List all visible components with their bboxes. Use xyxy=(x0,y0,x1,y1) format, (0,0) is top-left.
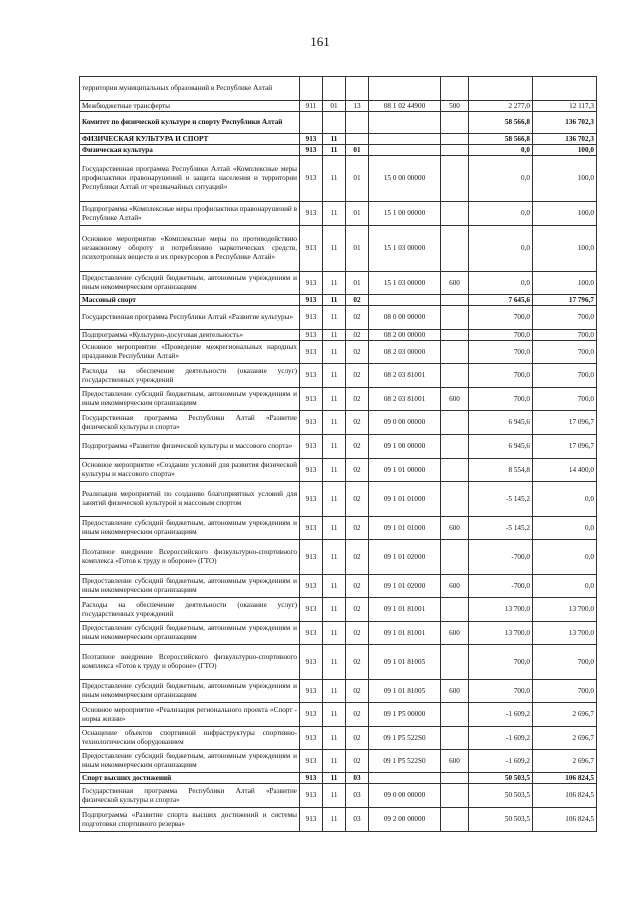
target-article-cell: 09 1 P5 522S0 xyxy=(369,750,441,773)
row-name-cell: Предоставление субсидий бюджетным, автономным учреждениям и иным некоммерческим организациям xyxy=(80,272,300,295)
amount-total-cell: 100,0 xyxy=(533,226,597,272)
section-code-cell: 11 xyxy=(323,808,346,832)
table-row xyxy=(80,575,597,598)
amount-change-cell: 7 645,6 xyxy=(469,295,533,306)
row-name-cell: Государственная программа Республики Алтай «Развитие физической культуры и спорта» xyxy=(80,411,300,435)
amount-change-cell: 700,0 xyxy=(469,388,533,411)
amount-change-cell: 700,0 xyxy=(469,645,533,680)
row-name-cell: Государственная программа Республики Алтай «Комплексные меры профилактики правонарушений и защита населения и территории Республики Алтай от чрезвычайных ситуаций» xyxy=(80,156,300,202)
row-name-cell: Основное мероприятие «Комплексные меры по противодействию незаконному обороту и потреблению наркотических средств, психотропных веществ и их прекурсоров в Республике Алтай» xyxy=(80,226,300,272)
table-row xyxy=(80,330,597,341)
table-row xyxy=(80,202,597,226)
ministry-code-cell: 913 xyxy=(300,411,323,435)
table-row xyxy=(80,517,597,540)
expense-type-cell xyxy=(441,808,469,832)
ministry-code-cell: 913 xyxy=(300,727,323,750)
ministry-code-cell: 913 xyxy=(300,272,323,295)
expense-type-cell: 600 xyxy=(441,622,469,645)
table-row xyxy=(80,645,597,680)
expense-type-cell xyxy=(441,330,469,341)
expense-type-cell xyxy=(441,145,469,156)
target-article-cell: 15 1 03 00000 xyxy=(369,272,441,295)
expense-type-cell xyxy=(441,77,469,101)
target-article-cell: 15 1 00 00000 xyxy=(369,202,441,226)
amount-change-cell: 700,0 xyxy=(469,364,533,388)
amount-change-cell: 2 277,0 xyxy=(469,101,533,112)
table-row xyxy=(80,295,597,306)
table-row xyxy=(80,306,597,330)
ministry-code-cell: 913 xyxy=(300,808,323,832)
table-row xyxy=(80,540,597,575)
ministry-code-cell: 913 xyxy=(300,145,323,156)
row-name-cell: Реализация мероприятий по созданию благоприятных условий для занятий физической культурой и массовым спортом xyxy=(80,482,300,517)
table-row xyxy=(80,808,597,832)
subsection-code-cell: 02 xyxy=(346,540,369,575)
amount-total-cell: 2 696,7 xyxy=(533,727,597,750)
table-row xyxy=(80,341,597,364)
section-code-cell: 11 xyxy=(323,727,346,750)
row-name-cell: Предоставление субсидий бюджетным, автономным учреждениям и иным некоммерческим организациям xyxy=(80,680,300,703)
section-code-cell: 11 xyxy=(323,156,346,202)
subsection-code-cell xyxy=(346,77,369,101)
row-name-cell: Комитет по физической культуре и спорту Республики Алтай xyxy=(80,112,300,134)
amount-change-cell: 700,0 xyxy=(469,306,533,330)
expense-type-cell xyxy=(441,435,469,459)
table-row xyxy=(80,364,597,388)
section-code-cell: 11 xyxy=(323,575,346,598)
row-name-cell: Массовый спорт xyxy=(80,295,300,306)
row-name-cell: Поэтапное внедрение Всероссийского физкультурно-спортивного комплекса «Готов к труду и обороне» (ГТО) xyxy=(80,540,300,575)
table-row xyxy=(80,435,597,459)
subsection-code-cell: 01 xyxy=(346,145,369,156)
amount-change-cell: 8 554,8 xyxy=(469,459,533,482)
subsection-code-cell: 03 xyxy=(346,773,369,784)
target-article-cell: 09 1 01 81001 xyxy=(369,622,441,645)
target-article-cell: 09 1 P5 00000 xyxy=(369,703,441,727)
expense-type-cell: 600 xyxy=(441,517,469,540)
table-row xyxy=(80,112,597,134)
amount-total-cell: 700,0 xyxy=(533,680,597,703)
expense-type-cell xyxy=(441,202,469,226)
amount-change-cell: -700,0 xyxy=(469,575,533,598)
amount-change-cell: 58 566,8 xyxy=(469,112,533,134)
amount-change-cell: 50 503,5 xyxy=(469,808,533,832)
ministry-code-cell: 913 xyxy=(300,540,323,575)
section-code-cell xyxy=(323,112,346,134)
table-row xyxy=(80,226,597,272)
amount-change-cell: 700,0 xyxy=(469,330,533,341)
ministry-code-cell: 913 xyxy=(300,750,323,773)
section-code-cell: 11 xyxy=(323,145,346,156)
ministry-code-cell: 913 xyxy=(300,435,323,459)
amount-total-cell: 0,0 xyxy=(533,575,597,598)
amount-change-cell: -1 609,2 xyxy=(469,750,533,773)
target-article-cell: 09 1 01 00000 xyxy=(369,459,441,482)
amount-total-cell: 2 696,7 xyxy=(533,703,597,727)
subsection-code-cell xyxy=(346,112,369,134)
ministry-code-cell: 913 xyxy=(300,598,323,622)
section-code-cell xyxy=(323,77,346,101)
row-name-cell: Межбюджетные трансферты xyxy=(80,101,300,112)
row-name-cell: Основное мероприятие «Реализация регионального проекта «Спорт - норма жизни» xyxy=(80,703,300,727)
amount-change-cell: 6 945,6 xyxy=(469,435,533,459)
amount-change-cell: -5 145,2 xyxy=(469,517,533,540)
table-row xyxy=(80,411,597,435)
expense-type-cell xyxy=(441,364,469,388)
row-name-cell: Предоставление субсидий бюджетным, автономным учреждениям и иным некоммерческим организациям xyxy=(80,750,300,773)
amount-total-cell: 17 096,7 xyxy=(533,435,597,459)
expense-type-cell xyxy=(441,784,469,808)
table-row xyxy=(80,156,597,202)
amount-total-cell: 0,0 xyxy=(533,517,597,540)
ministry-code-cell: 913 xyxy=(300,295,323,306)
expense-type-cell: 600 xyxy=(441,575,469,598)
subsection-code-cell: 02 xyxy=(346,364,369,388)
row-name-cell: Государственная программа Республики Алтай «Развитие физической культуры и спорта» xyxy=(80,784,300,808)
ministry-code-cell: 913 xyxy=(300,202,323,226)
ministry-code-cell: 913 xyxy=(300,703,323,727)
amount-total-cell: 14 400,0 xyxy=(533,459,597,482)
subsection-code-cell: 03 xyxy=(346,784,369,808)
target-article-cell xyxy=(369,145,441,156)
amount-change-cell: 58 566,8 xyxy=(469,134,533,145)
amount-change-cell: 700,0 xyxy=(469,680,533,703)
amount-total-cell: 700,0 xyxy=(533,341,597,364)
expense-type-cell xyxy=(441,134,469,145)
subsection-code-cell: 13 xyxy=(346,101,369,112)
amount-total-cell: 100,0 xyxy=(533,145,597,156)
subsection-code-cell: 02 xyxy=(346,306,369,330)
section-code-cell: 11 xyxy=(323,773,346,784)
target-article-cell: 08 0 00 00000 xyxy=(369,306,441,330)
expense-type-cell xyxy=(441,540,469,575)
section-code-cell: 11 xyxy=(323,645,346,680)
budget-table xyxy=(79,76,597,832)
table-row xyxy=(80,703,597,727)
table-row xyxy=(80,482,597,517)
amount-change-cell: 50 503,5 xyxy=(469,784,533,808)
ministry-code-cell: 913 xyxy=(300,226,323,272)
target-article-cell: 08 2 03 00000 xyxy=(369,341,441,364)
subsection-code-cell: 02 xyxy=(346,295,369,306)
table-row xyxy=(80,145,597,156)
amount-total-cell: 17 096,7 xyxy=(533,411,597,435)
subsection-code-cell: 01 xyxy=(346,156,369,202)
amount-change-cell: 0,0 xyxy=(469,145,533,156)
ministry-code-cell: 913 xyxy=(300,341,323,364)
subsection-code-cell: 01 xyxy=(346,202,369,226)
table-row xyxy=(80,134,597,145)
amount-change-cell: 0,0 xyxy=(469,202,533,226)
expense-type-cell: 600 xyxy=(441,680,469,703)
section-code-cell: 11 xyxy=(323,784,346,808)
target-article-cell: 09 2 00 00000 xyxy=(369,808,441,832)
amount-total-cell: 12 117,3 xyxy=(533,101,597,112)
ministry-code-cell xyxy=(300,112,323,134)
target-article-cell: 15 0 00 00000 xyxy=(369,156,441,202)
ministry-code-cell: 913 xyxy=(300,330,323,341)
ministry-code-cell: 913 xyxy=(300,645,323,680)
amount-total-cell: 100,0 xyxy=(533,272,597,295)
ministry-code-cell: 913 xyxy=(300,517,323,540)
amount-total-cell: 2 696,7 xyxy=(533,750,597,773)
section-code-cell: 11 xyxy=(323,482,346,517)
amount-total-cell: 106 824,5 xyxy=(533,784,597,808)
subsection-code-cell: 02 xyxy=(346,341,369,364)
subsection-code-cell: 02 xyxy=(346,411,369,435)
subsection-code-cell: 02 xyxy=(346,680,369,703)
amount-total-cell: 0,0 xyxy=(533,482,597,517)
target-article-cell: 09 1 01 81001 xyxy=(369,598,441,622)
subsection-code-cell: 01 xyxy=(346,272,369,295)
table-row xyxy=(80,77,597,101)
page-number: 161 xyxy=(310,34,330,49)
section-code-cell: 11 xyxy=(323,750,346,773)
target-article-cell xyxy=(369,295,441,306)
amount-change-cell: 6 945,6 xyxy=(469,411,533,435)
section-code-cell: 11 xyxy=(323,411,346,435)
target-article-cell: 08 2 03 81001 xyxy=(369,388,441,411)
row-name-cell: ФИЗИЧЕСКАЯ КУЛЬТУРА И СПОРТ xyxy=(80,134,300,145)
expense-type-cell xyxy=(441,295,469,306)
section-code-cell: 11 xyxy=(323,134,346,145)
table-row xyxy=(80,784,597,808)
row-name-cell: Оснащение объектов спортивной инфраструктуры спортивно-технологическим оборудованием xyxy=(80,727,300,750)
subsection-code-cell: 01 xyxy=(346,226,369,272)
subsection-code-cell xyxy=(346,134,369,145)
ministry-code-cell: 913 xyxy=(300,134,323,145)
table-row xyxy=(80,680,597,703)
amount-change-cell: -1 609,2 xyxy=(469,703,533,727)
subsection-code-cell: 02 xyxy=(346,435,369,459)
expense-type-cell xyxy=(441,459,469,482)
row-name-cell: Предоставление субсидий бюджетным, автономным учреждениям и иным некоммерческим организациям xyxy=(80,575,300,598)
amount-change-cell: -700,0 xyxy=(469,540,533,575)
amount-total-cell: 106 824,5 xyxy=(533,808,597,832)
amount-total-cell: 106 824,5 xyxy=(533,773,597,784)
table-row xyxy=(80,459,597,482)
table-row xyxy=(80,750,597,773)
subsection-code-cell: 02 xyxy=(346,517,369,540)
amount-total-cell: 0,0 xyxy=(533,540,597,575)
amount-total-cell: 17 796,7 xyxy=(533,295,597,306)
table-row xyxy=(80,773,597,784)
amount-change-cell: -5 145,2 xyxy=(469,482,533,517)
target-article-cell xyxy=(369,773,441,784)
target-article-cell: 09 0 00 00000 xyxy=(369,784,441,808)
expense-type-cell: 600 xyxy=(441,750,469,773)
target-article-cell: 09 1 01 02000 xyxy=(369,575,441,598)
subsection-code-cell: 02 xyxy=(346,703,369,727)
amount-change-cell: -1 609,2 xyxy=(469,727,533,750)
target-article-cell: 08 2 03 81001 xyxy=(369,364,441,388)
row-name-cell: Подпрограмма «Комплексные меры профилактики правонарушений в Республике Алтай» xyxy=(80,202,300,226)
section-code-cell: 11 xyxy=(323,435,346,459)
expense-type-cell: 600 xyxy=(441,272,469,295)
row-name-cell: Расходы на обеспечение деятельности (оказание услуг) государственных учреждений xyxy=(80,364,300,388)
target-article-cell: 08 2 00 00000 xyxy=(369,330,441,341)
amount-total-cell: 100,0 xyxy=(533,156,597,202)
amount-change-cell: 13 700,0 xyxy=(469,598,533,622)
expense-type-cell: 600 xyxy=(441,388,469,411)
amount-change-cell: 50 503,5 xyxy=(469,773,533,784)
section-code-cell: 11 xyxy=(323,364,346,388)
table-row xyxy=(80,622,597,645)
target-article-cell: 09 1 01 81005 xyxy=(369,680,441,703)
target-article-cell: 09 1 P5 522S0 xyxy=(369,727,441,750)
row-name-cell: Подпрограмма «Развитие физической культуры и массового спорта» xyxy=(80,435,300,459)
subsection-code-cell: 02 xyxy=(346,622,369,645)
amount-total-cell: 700,0 xyxy=(533,364,597,388)
ministry-code-cell: 913 xyxy=(300,680,323,703)
amount-change-cell: 13 700,0 xyxy=(469,622,533,645)
ministry-code-cell: 913 xyxy=(300,364,323,388)
ministry-code-cell: 913 xyxy=(300,622,323,645)
row-name-cell: территории муниципальных образований в Республике Алтай xyxy=(80,77,300,101)
expense-type-cell xyxy=(441,645,469,680)
amount-total-cell: 100,0 xyxy=(533,202,597,226)
section-code-cell: 11 xyxy=(323,306,346,330)
amount-total-cell: 136 702,3 xyxy=(533,112,597,134)
row-name-cell: Предоставление субсидий бюджетным, автономным учреждениям и иным некоммерческим организациям xyxy=(80,517,300,540)
amount-change-cell: 0,0 xyxy=(469,272,533,295)
section-code-cell: 11 xyxy=(323,598,346,622)
amount-change-cell: 0,0 xyxy=(469,156,533,202)
ministry-code-cell: 913 xyxy=(300,482,323,517)
subsection-code-cell: 03 xyxy=(346,808,369,832)
target-article-cell: 09 1 01 02000 xyxy=(369,540,441,575)
expense-type-cell xyxy=(441,112,469,134)
amount-total-cell: 136 702,3 xyxy=(533,134,597,145)
subsection-code-cell: 02 xyxy=(346,727,369,750)
section-code-cell: 11 xyxy=(323,388,346,411)
target-article-cell: 09 1 00 00000 xyxy=(369,435,441,459)
section-code-cell: 11 xyxy=(323,459,346,482)
target-article-cell: 09 1 01 01000 xyxy=(369,482,441,517)
target-article-cell xyxy=(369,77,441,101)
expense-type-cell xyxy=(441,482,469,517)
row-name-cell: Подпрограмма «Культурно-досуговая деятельность» xyxy=(80,330,300,341)
row-name-cell: Подпрограмма «Развитие спорта высших достижений и системы подготовки спортивного резерва» xyxy=(80,808,300,832)
amount-total-cell: 13 700,0 xyxy=(533,598,597,622)
row-name-cell: Спорт высших достижений xyxy=(80,773,300,784)
expense-type-cell xyxy=(441,598,469,622)
expense-type-cell xyxy=(441,226,469,272)
section-code-cell: 11 xyxy=(323,622,346,645)
subsection-code-cell: 02 xyxy=(346,330,369,341)
amount-total-cell: 700,0 xyxy=(533,330,597,341)
expense-type-cell xyxy=(441,156,469,202)
table-row xyxy=(80,727,597,750)
table-row xyxy=(80,101,597,112)
expense-type-cell xyxy=(441,341,469,364)
ministry-code-cell: 913 xyxy=(300,388,323,411)
section-code-cell: 11 xyxy=(323,703,346,727)
section-code-cell: 11 xyxy=(323,680,346,703)
subsection-code-cell: 02 xyxy=(346,459,369,482)
ministry-code-cell: 913 xyxy=(300,784,323,808)
table-row xyxy=(80,272,597,295)
amount-change-cell: 700,0 xyxy=(469,341,533,364)
amount-total-cell xyxy=(533,77,597,101)
target-article-cell: 08 1 02 44900 xyxy=(369,101,441,112)
target-article-cell xyxy=(369,134,441,145)
amount-total-cell: 13 700,0 xyxy=(533,622,597,645)
amount-total-cell: 700,0 xyxy=(533,388,597,411)
amount-change-cell xyxy=(469,77,533,101)
ministry-code-cell: 913 xyxy=(300,306,323,330)
table-row xyxy=(80,388,597,411)
ministry-code-cell: 913 xyxy=(300,773,323,784)
expense-type-cell xyxy=(441,411,469,435)
target-article-cell: 09 1 01 81005 xyxy=(369,645,441,680)
subsection-code-cell: 02 xyxy=(346,598,369,622)
row-name-cell: Основное мероприятие «Создание условий для развития физической культуры и массового спорта» xyxy=(80,459,300,482)
section-code-cell: 11 xyxy=(323,341,346,364)
row-name-cell: Физическая культура xyxy=(80,145,300,156)
target-article-cell xyxy=(369,112,441,134)
subsection-code-cell: 02 xyxy=(346,750,369,773)
amount-total-cell: 700,0 xyxy=(533,645,597,680)
row-name-cell: Предоставление субсидий бюджетным, автономным учреждениям и иным некоммерческим организациям xyxy=(80,622,300,645)
ministry-code-cell: 911 xyxy=(300,101,323,112)
section-code-cell: 11 xyxy=(323,540,346,575)
row-name-cell: Основное мероприятие «Проведение межрегиональных народных праздников Республики Алтай» xyxy=(80,341,300,364)
ministry-code-cell: 913 xyxy=(300,156,323,202)
row-name-cell: Поэтапное внедрение Всероссийского физкультурно-спортивного комплекса «Готов к труду и обороне» (ГТО) xyxy=(80,645,300,680)
expense-type-cell xyxy=(441,306,469,330)
row-name-cell: Государственная программа Республики Алтай «Развитие культуры» xyxy=(80,306,300,330)
expense-type-cell: 500 xyxy=(441,101,469,112)
expense-type-cell xyxy=(441,773,469,784)
section-code-cell: 11 xyxy=(323,202,346,226)
section-code-cell: 11 xyxy=(323,295,346,306)
expense-type-cell xyxy=(441,727,469,750)
section-code-cell: 11 xyxy=(323,330,346,341)
target-article-cell: 09 0 00 00000 xyxy=(369,411,441,435)
row-name-cell: Предоставление субсидий бюджетным, автономным учреждениям и иным некоммерческим организациям xyxy=(80,388,300,411)
table-row xyxy=(80,598,597,622)
amount-total-cell: 700,0 xyxy=(533,306,597,330)
ministry-code-cell: 913 xyxy=(300,575,323,598)
target-article-cell: 15 1 03 00000 xyxy=(369,226,441,272)
ministry-code-cell: 913 xyxy=(300,459,323,482)
amount-change-cell: 0,0 xyxy=(469,226,533,272)
subsection-code-cell: 02 xyxy=(346,388,369,411)
section-code-cell: 11 xyxy=(323,272,346,295)
target-article-cell: 09 1 01 01000 xyxy=(369,517,441,540)
row-name-cell: Расходы на обеспечение деятельности (оказание услуг) государственных учреждений xyxy=(80,598,300,622)
section-code-cell: 11 xyxy=(323,226,346,272)
section-code-cell: 01 xyxy=(323,101,346,112)
ministry-code-cell xyxy=(300,77,323,101)
subsection-code-cell: 02 xyxy=(346,645,369,680)
subsection-code-cell: 02 xyxy=(346,482,369,517)
section-code-cell: 11 xyxy=(323,517,346,540)
expense-type-cell xyxy=(441,703,469,727)
subsection-code-cell: 02 xyxy=(346,575,369,598)
